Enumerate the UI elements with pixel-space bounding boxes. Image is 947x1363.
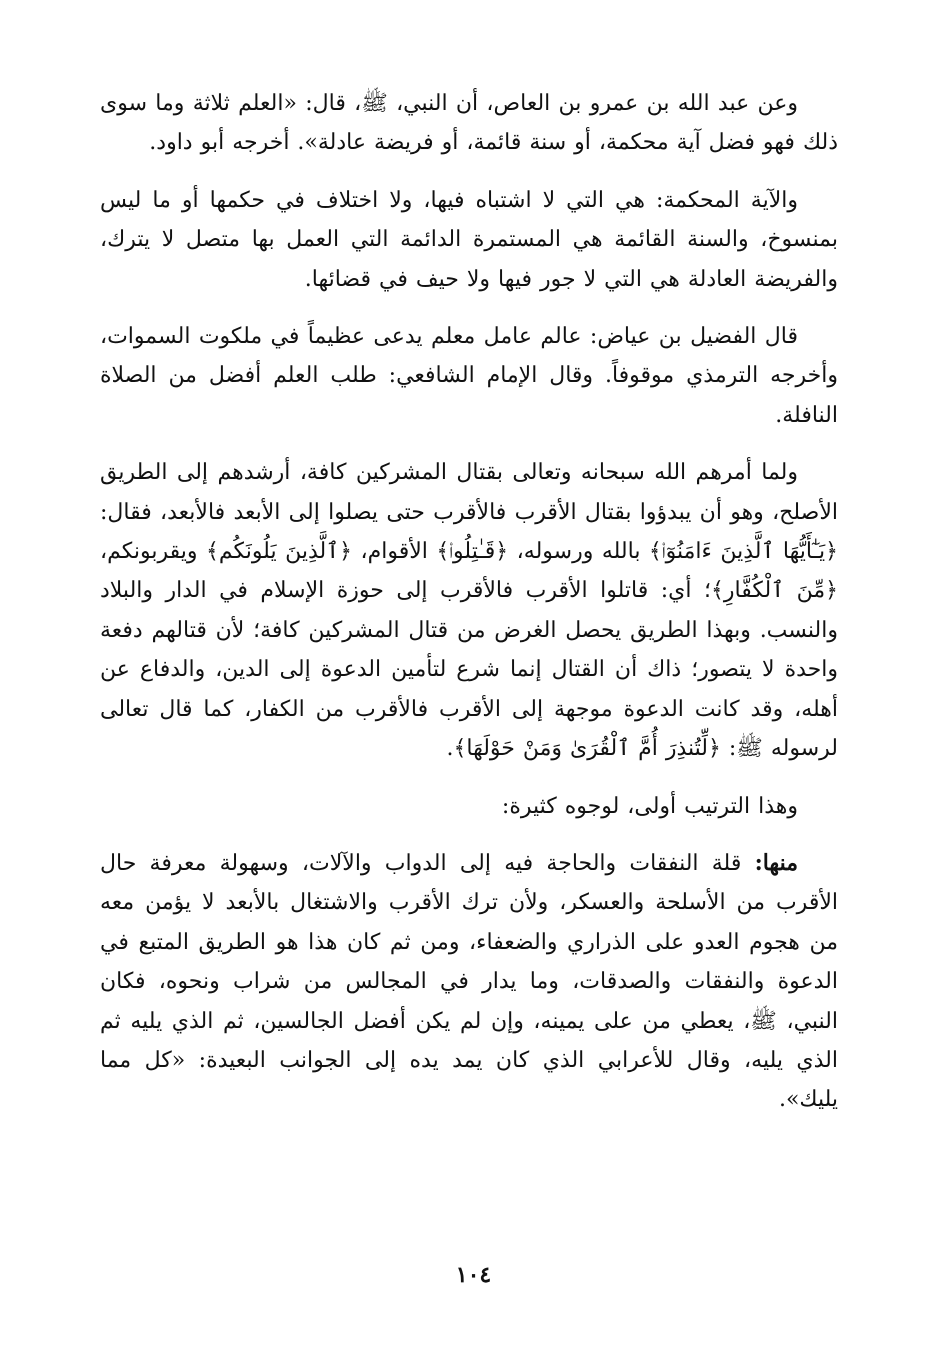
paragraph-lead-word: منها: <box>754 849 798 876</box>
paragraph-definitions: والآية المحكمة: هي التي لا اشتباه فيها، ولا اختلاف في حكمها أو ما ليس بمنسوخ، والسنة القائمة هي المستمرة الدائمة التي العمل بها متصل لا يترك، والفريضة العادلة هي التي لا جور فيها ولا حيف في قضائها. <box>100 187 838 292</box>
paragraph-hadith: وعن عبد الله بن عمرو بن العاص، أن النبي، ﷺ، قال: «العلم ثلاثة وما سوى ذلك فهو فضل آية محكمة، أو سنة قائمة، أو فريضة عادلة». أخرجه أبو داود. <box>100 91 838 156</box>
page-number: ١٠٤ <box>455 1262 492 1288</box>
paragraph-reasons-text: قلة النفقات والحاجة فيه إلى الدواب والآلات، وسهولة معرفة حال الأقرب من الأسلحة والعسكر، ولأن ترك الأقرب والاشتغال بالأبعد لا يؤمن معه من هجوم العدو على الذراري والضعفاء، ومن ثم كان هذا هو الطريق المتبع في الدعوة والنفقات والصدقات، وما يدار في المجالس من شراب ونحوه، فكان النبي، ﷺ، يعطي من على يمينه، وإن لم يكن أفضل الجالسين، ثم الذي يليه ثم الذي يليه، وقال للأعرابي الذي كان يمد يده إلى الجوانب البعيدة: «كل مما يليك». <box>100 850 838 1113</box>
paragraph-fudayl: قال الفضيل بن عياض: عالم عامل معلم يدعى عظيماً في ملكوت السموات، وأخرجه الترمذي موقوفاً. وقال الإمام الشافعي: طلب العلم أفضل من الصلاة النافلة. <box>100 324 838 428</box>
paragraph-fighting-order: ولما أمرهم الله سبحانه وتعالى بقتال المشركين كافة، أرشدهم إلى الطريق الأصلح، وهو أن يبدؤوا بقتال الأقرب فالأقرب حتى يصلوا إلى الأبعد فالأبعد، فقال: ﴿يَـٰٓأَيُّهَا ٱلَّذِينَ ءَامَنُوٓا۟﴾ بالله ورسوله، ﴿قَـٰتِلُوا۟﴾ الأقوام، ﴿ٱلَّذِينَ يَلُونَكُم﴾ ويقربونكم، ﴿مِّنَ ٱلْكُفَّارِ﴾؛ أي: قاتلوا الأقرب فالأقرب إلى حوزة الإسلام في الدار والبلاد والنسب. وبهذا الطريق يحصل الغرض من قتال المشركين كافة؛ لأن قتالهم دفعة واحدة لا يتصور؛ ذاك أن القتال إنما شرع لتأمين الدعوة إلى الدين، والدفاع عن أهله، وقد كانت الدعوة موجهة إلى الأقرب فالأقرب من الكفار، كما قال تعالى لرسوله ﷺ: ﴿لِّتُنذِرَ أُمَّ ٱلْقُرَىٰ وَمَنْ حَوْلَهَا﴾. <box>100 460 838 762</box>
paragraph-reasons <box>100 844 838 1120</box>
page-body <box>100 84 838 1138</box>
paragraph-reasons-intro: وهذا الترتيب أولى، لوجوه كثيرة: <box>501 793 798 819</box>
